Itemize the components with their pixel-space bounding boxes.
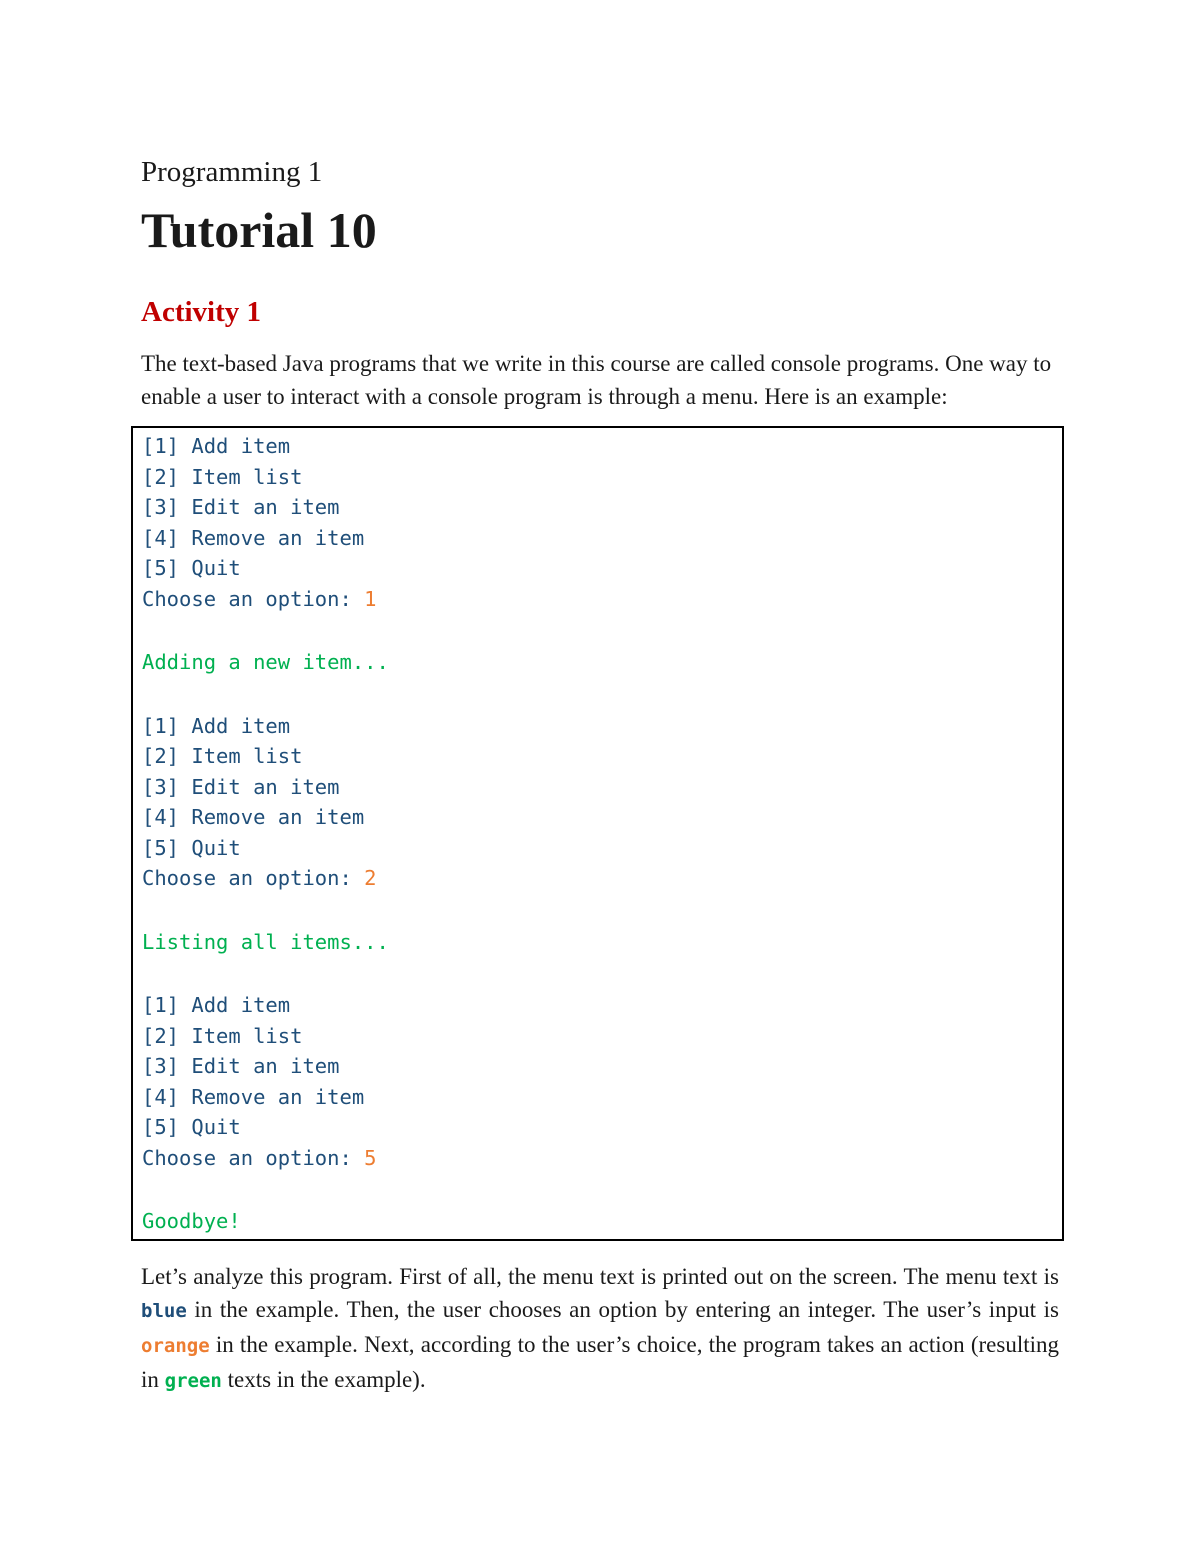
program-response: Listing all items... [142, 929, 389, 954]
user-input: 5 [364, 1145, 377, 1170]
console-output-box [131, 426, 1064, 1241]
blank-line [142, 894, 1062, 927]
menu-line: [3] Edit an item [142, 774, 340, 799]
page-title: Tutorial 10 [141, 202, 377, 258]
intro-paragraph: The text-based Java programs that we write in this course are called console programs. One way to enable a user to interact with a console program is through a menu. Here is an example: [141, 351, 1052, 409]
menu-line: [4] Remove an item [142, 805, 365, 829]
menu-line: [5] Quit [142, 556, 241, 580]
menu-line: [5] Quit [142, 1115, 241, 1139]
analysis-text-2: in the example. Then, the user chooses an option by entering an integer. The user’s input is [186, 1297, 1059, 1322]
keyword-blue: blue [141, 1300, 187, 1322]
menu-line: [4] Remove an item [142, 525, 365, 550]
menu-line: [4] Remove an item [142, 1084, 365, 1109]
blank-line [142, 614, 1062, 647]
blank-line [142, 957, 1062, 990]
course-name: Programming 1 [141, 156, 323, 188]
prompt-line [142, 1143, 1062, 1174]
analysis-text-1: Let’s analyze this program. First of all, the menu text is printed out on the screen. The menu text is [141, 1264, 1059, 1289]
user-input: 1 [364, 586, 377, 611]
program-response: Adding a new item... [142, 650, 389, 674]
activity-heading: Activity 1 [141, 296, 261, 328]
menu-line: [2] Item list [142, 1023, 303, 1048]
analysis-paragraph [141, 1260, 1059, 1398]
prompt-text: Choose an option: [142, 1145, 365, 1170]
prompt-text: Choose an option: [142, 866, 365, 890]
analysis-text-4: texts in the example). [221, 1367, 426, 1392]
blank-line [142, 1173, 1062, 1206]
analysis-text-3: in the example. Next, according to the user’s choice, the program takes an action (resulting in [141, 1332, 1059, 1392]
keyword-green: green [164, 1370, 222, 1392]
menu-line: [5] Quit [142, 835, 241, 860]
keyword-orange: orange [141, 1335, 210, 1357]
program-response: Goodbye! [142, 1209, 241, 1233]
blank-line [142, 678, 1062, 711]
prompt-line [142, 863, 1062, 894]
menu-line: [2] Item list [142, 744, 303, 768]
menu-line: [1] Add item [142, 993, 291, 1017]
menu-line: [1] Add item [142, 713, 291, 738]
menu-line: [3] Edit an item [142, 495, 340, 519]
prompt-text: Choose an option: [142, 586, 365, 611]
prompt-line [142, 584, 1062, 615]
user-input: 2 [364, 866, 377, 890]
menu-line: [2] Item list [142, 464, 303, 489]
menu-line: [1] Add item [142, 434, 291, 458]
menu-line: [3] Edit an item [142, 1054, 340, 1078]
